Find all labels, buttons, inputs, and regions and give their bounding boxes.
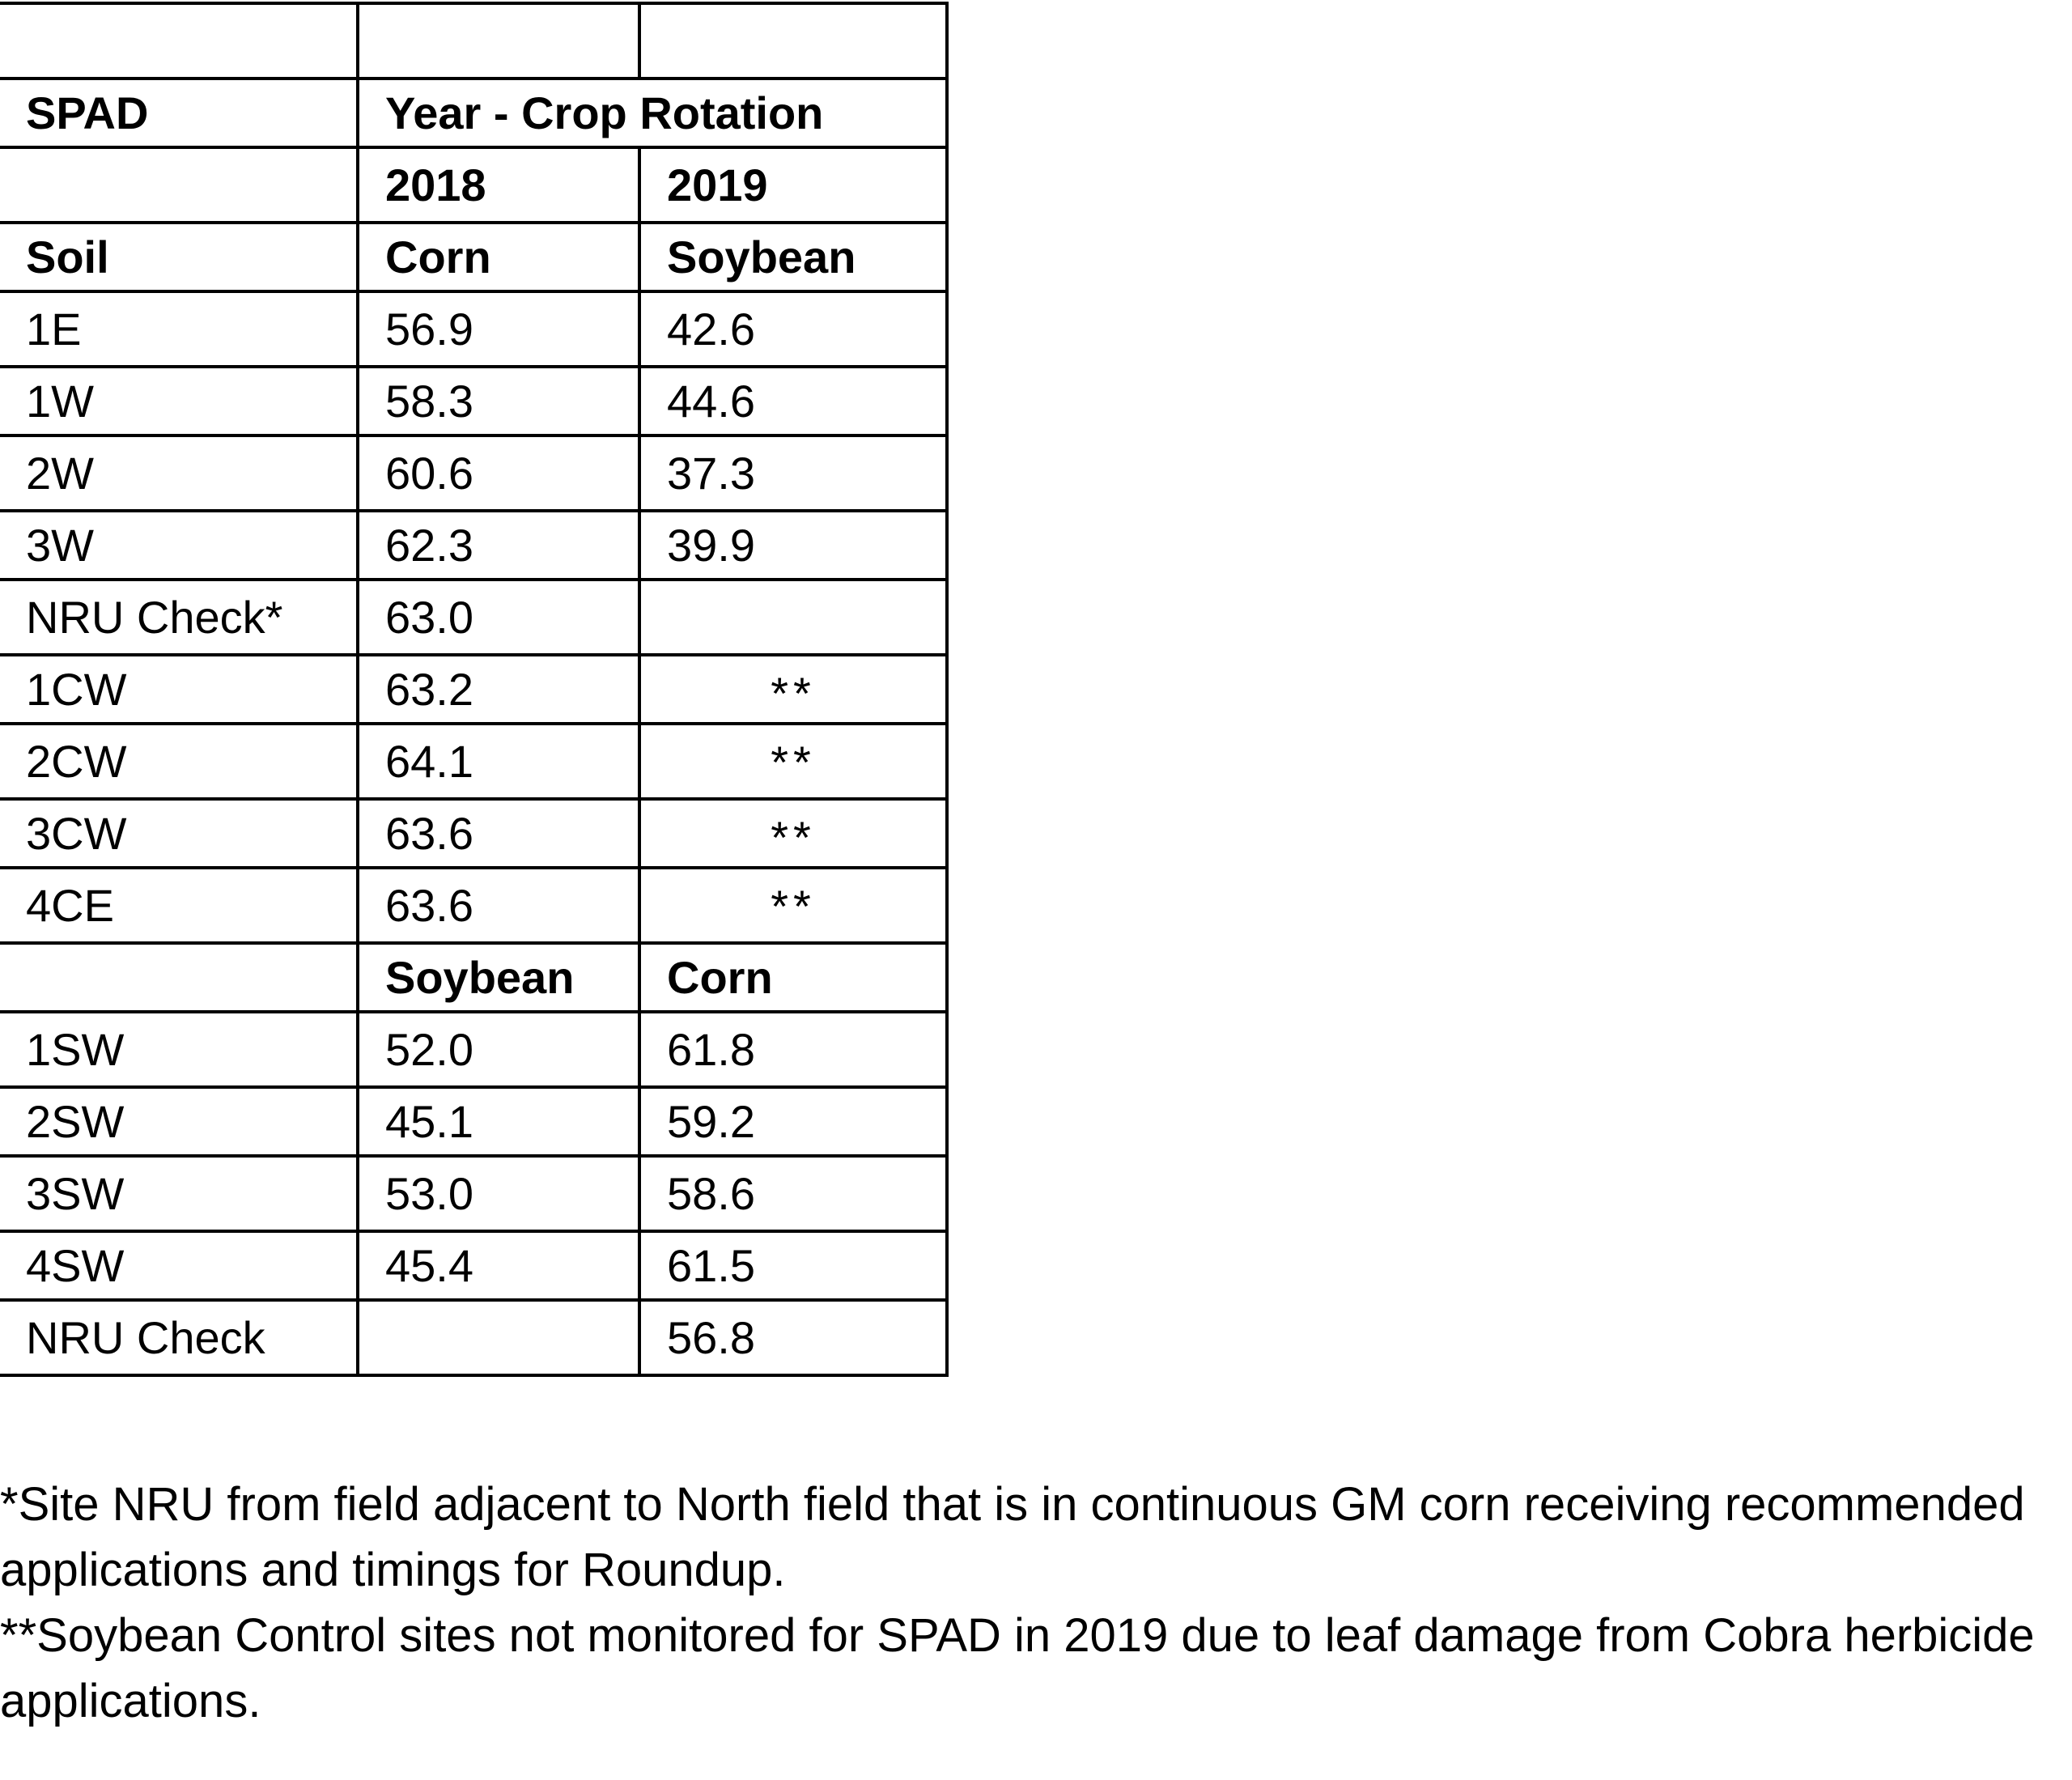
soil-cell: 1W (0, 367, 358, 435)
soil-cell: 3SW (0, 1156, 358, 1231)
spad-2018-cell: 52.0 (358, 1012, 639, 1087)
crop-2018-subheader: Soybean (358, 943, 639, 1012)
table-row (0, 868, 947, 943)
not-monitored-marker: ** (639, 724, 947, 799)
spad-2018-cell: 45.1 (358, 1087, 639, 1156)
crop-header-row (0, 223, 947, 291)
soil-cell: 4SW (0, 1231, 358, 1300)
table-row (0, 511, 947, 580)
spad-2019-cell: 56.8 (639, 1300, 947, 1375)
soil-cell: 2SW (0, 1087, 358, 1156)
footnote-soybean-control: **Soybean Control sites not monitored for SPAD in 2019 due to leaf damage from Cobra herbicide applications. (0, 1609, 2035, 1727)
soil-cell: 4CE (0, 868, 358, 943)
footnote-nru-site: *Site NRU from field adjacent to North field that is in continuous GM corn receiving recommended applications and timings for Roundup. (0, 1478, 2025, 1596)
metric-label: SPAD (0, 79, 358, 147)
soil-cell: NRU Check (0, 1300, 358, 1375)
table-row (0, 291, 947, 367)
rotation-subheader-row (0, 943, 947, 1012)
soil-cell: 3CW (0, 799, 358, 868)
table-row (0, 435, 947, 511)
spad-2018-cell: 63.6 (358, 799, 639, 868)
metric-header-row (0, 79, 947, 147)
not-monitored-marker: ** (639, 799, 947, 868)
table-row (0, 1012, 947, 1087)
spad-2019-cell: 37.3 (639, 435, 947, 511)
table-row (0, 367, 947, 435)
year-2019-header: 2019 (639, 147, 947, 223)
spad-2019-cell: 42.6 (639, 291, 947, 367)
rotation-group-label: Year - Crop Rotation (358, 79, 947, 147)
top-cell (639, 3, 947, 79)
spad-2018-cell: 56.9 (358, 291, 639, 367)
top-cell (358, 3, 639, 79)
crop-2018-header: Corn (358, 223, 639, 291)
spad-2018-cell: 63.6 (358, 868, 639, 943)
soil-cell: 1CW (0, 655, 358, 724)
spad-2019-cell (639, 580, 947, 655)
table-row (0, 799, 947, 868)
spad-2019-cell: 61.5 (639, 1231, 947, 1300)
table-row (0, 1087, 947, 1156)
crop-2019-header: Soybean (639, 223, 947, 291)
soil-cell: 2CW (0, 724, 358, 799)
table-row (0, 724, 947, 799)
year-2018-header: 2018 (358, 147, 639, 223)
table-row (0, 580, 947, 655)
soil-cell: NRU Check* (0, 580, 358, 655)
spad-2018-cell: 63.0 (358, 580, 639, 655)
soil-cell: 1SW (0, 1012, 358, 1087)
spad-2019-cell: 59.2 (639, 1087, 947, 1156)
table-row (0, 1231, 947, 1300)
spad-2019-cell: 61.8 (639, 1012, 947, 1087)
spad-2018-cell: 63.2 (358, 655, 639, 724)
spad-2018-cell: 45.4 (358, 1231, 639, 1300)
spad-2018-cell: 62.3 (358, 511, 639, 580)
table-top-row (0, 3, 947, 79)
table-row (0, 1156, 947, 1231)
spad-2018-cell (358, 1300, 639, 1375)
spad-2018-cell: 58.3 (358, 367, 639, 435)
crop-2019-subheader: Corn (639, 943, 947, 1012)
spad-table (0, 2, 949, 1377)
year-header-blank (0, 147, 358, 223)
rotation-subheader-blank (0, 943, 358, 1012)
spad-2018-cell: 60.6 (358, 435, 639, 511)
spad-2019-cell: 44.6 (639, 367, 947, 435)
soil-cell: 1E (0, 291, 358, 367)
not-monitored-marker: ** (639, 655, 947, 724)
table-row (0, 655, 947, 724)
not-monitored-marker: ** (639, 868, 947, 943)
year-header-row (0, 147, 947, 223)
soil-column-header: Soil (0, 223, 358, 291)
spad-2018-cell: 53.0 (358, 1156, 639, 1231)
spad-2019-cell: 58.6 (639, 1156, 947, 1231)
soil-cell: 2W (0, 435, 358, 511)
table-row (0, 1300, 947, 1375)
spad-2019-cell: 39.9 (639, 511, 947, 580)
top-cell (0, 3, 358, 79)
soil-cell: 3W (0, 511, 358, 580)
spad-2018-cell: 64.1 (358, 724, 639, 799)
footnotes (0, 1472, 2056, 1734)
